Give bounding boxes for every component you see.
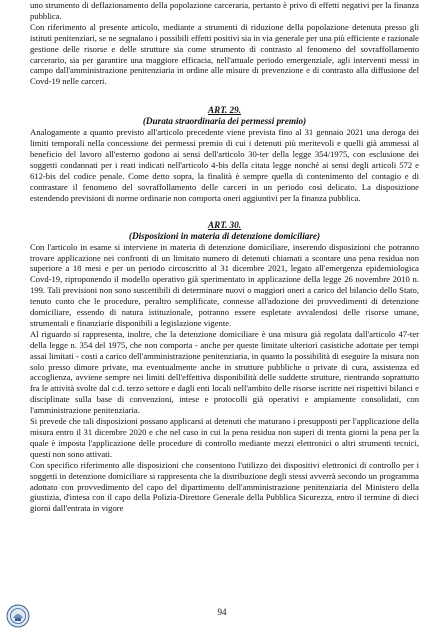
page-number: 94: [217, 607, 227, 617]
art29-paragraph-1: Analogamente a quanto previsto all'articolo precedente viene prevista fino al 31 gennaio 2021 una deroga dei limiti temporali nella concessione dei permessi premio di cui i detenuti più meritevoli e quelli già ammessi al beneficio del lavoro all'esterno godono ai sensi dell'articolo 30-ter della legge 354/1975, con esclusione dei soggetti condannati per i reati indicati nell'articolo 4-bis della citata legge nonché ai sensi degli articoli 572 e 612-bis del codice penale. Come detto sopra, la finalità è sempre quella di contenimento del contagio e di contrastare il fenomeno del sovraffollamento delle carceri in un periodo così delicato. La disposizione estendendo previsioni di norme ordinarie non comporta oneri aggiuntivi per la finanza pubblica.: [30, 127, 419, 203]
art29-subtitle: (Durata straordinaria dei permessi premio): [142, 116, 307, 127]
art29-title: ART. 29.: [207, 105, 242, 116]
art30-paragraph-4: Con specifico riferimento alle disposizioni che consentono l'utilizzo dei dispositivi elettronici di controllo per i soggetti in detenzione domiciliare si rappresenta che la distribuzione degli stessi avverrà secondo un programma adottato con provvedimento del capo del dipartimento dell'amministrazione penitenziaria del Ministero della giustizia, d'intesa con il capo della Polizia-Direttore Generale della Pubblica Sicurezza, entro il termine di dieci giorni dall'entrata in vigore: [30, 459, 419, 514]
intro-paragraph-1: uno strumento di deflazionamento della popolazione carceraria, pertanto è privo di effetti negativi per la finanza pubblica.: [30, 0, 419, 21]
document-page: [30, 0, 419, 514]
art30-paragraph-2: Al riguardo si rappresenta, inoltre, che la detenzione domiciliare è una misura già regolata dall'articolo 47-ter della legge n. 354 del 1975, che non comporta - anche per queste limitate ulteriori casistiche adottate per tempi assai limitati - costi a carico dell'amministrazione penitenziaria, in quanto la possibilità di eseguire la misura non solo presso dimore private, ma eventualmente anche in strutture pubbliche o private di cura, assistenza ed accoglienza, avviene sempre nei limiti dell'effettiva disponibilità delle suddette strutture, rientrando soprattutto fra le attività svolte dal c.d. terzo settore e dagli enti locali nell'ambito delle risorse iscritte nei rispettivi bilanci e disciplinate sulla base di convenzioni, intese e protocolli già operativi e ampiamente consolidati, con l'amministrazione penitenziaria.: [30, 328, 419, 416]
art30-title: ART. 30.: [207, 219, 242, 230]
intro-paragraph-2: Con riferimento al presente articolo, mediante a strumenti di riduzione della popolazione detenuta presso gli istituti penitenziari, se ne segnalano i possibili effetti positivi sia in via generale per una più efficiente e razionale gestione delle risorse e delle strutture sia come strumento di contrasto al fenomeno del sovraffollamento carcerario, sia per garantire una maggiore efficacia, nell'attuale periodo emergenziale, agli interventi messi in campo dall'amministrazione penitenziaria in ordine alle misure di prevenzione e di contrasto alla diffusione del Covd-19 nelle carceri.: [30, 21, 419, 87]
art30-paragraph-3: Si prevede che tali disposizioni possano applicarsi ai detenuti che maturano i presupposti per l'applicazione della misura entro il 31 dicembre 2020 e che nel caso in cui la pena residua non superi di trenta giorni la pena per la quale è imposta l'applicazione delle procedure di controllo mediante mezzi elettronici o altri strumenti tecnici, questi non sono attivati.: [30, 416, 419, 459]
art30-subtitle: (Disposizioni in materia di detenzione domiciliare): [128, 230, 321, 241]
art30-paragraph-1: Con l'articolo in esame si interviene in materia di detenzione domiciliare, inserendo disposizioni che potranno trovare applicazione nei confronti di un limitato numero di detenuti chiamati a scontare una pena residua non superiore a 18 mesi e per un periodo circoscritto al 31 dicembre 2021, legato all'emergenza epidemiologica Covd-19, riproponendo il modello operativo già sperimentato in applicazione della legge 26 novembre 2010 n. 199. Tali previsioni non sono suscettibili di determinare nuovi o maggiori oneri a carico del bilancio dello Stato, tenuto conto che le procedure, peraltro semplificate, connesse all'adozione dei provvedimenti di detenzione domiciliare, essendo di natura istituzionale, potranno essere espletate avvalendosi delle risorse umane, strumentali e finanziarie disponibili a legislazione vigente.: [30, 241, 419, 328]
